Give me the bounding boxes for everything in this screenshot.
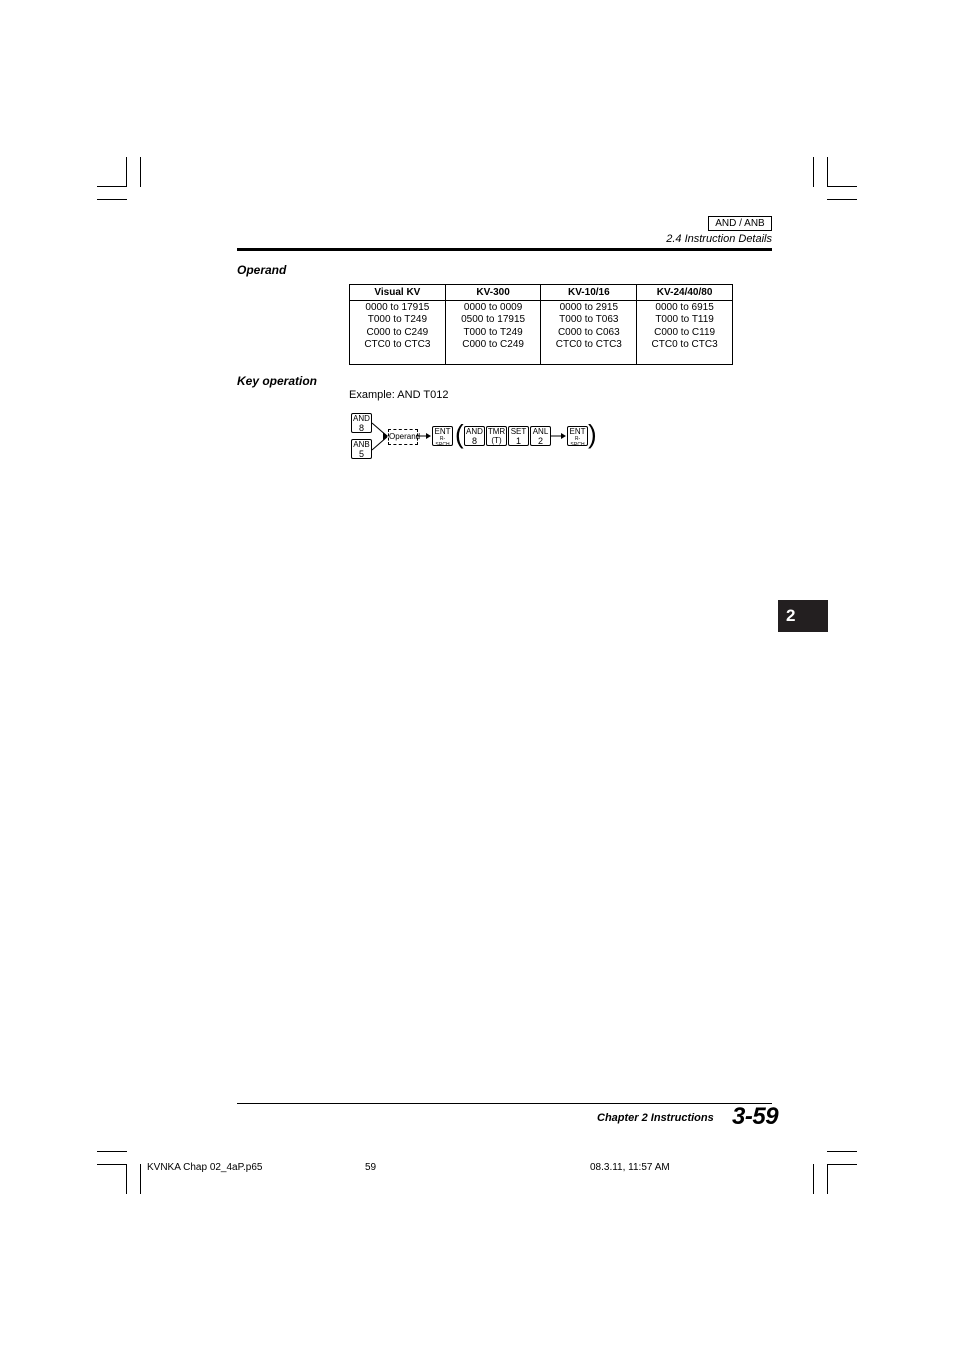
ent-key xyxy=(432,426,453,446)
key-label: AND xyxy=(353,414,370,423)
table-cell xyxy=(541,301,637,365)
key-label: TMR xyxy=(487,427,506,436)
key-number: 5 xyxy=(358,449,364,459)
header-rule xyxy=(237,248,772,251)
slug-timestamp: 08.3.11, 11:57 AM xyxy=(590,1162,670,1173)
cell-line: T000 to T119 xyxy=(655,314,714,326)
and-key xyxy=(351,413,372,433)
key-number: 8 xyxy=(471,436,477,446)
cell-line: 0000 to 6915 xyxy=(655,302,714,313)
cell-line: 0000 to 0009 xyxy=(463,302,523,313)
set-key xyxy=(508,426,529,446)
column-header: KV-24/40/80 xyxy=(637,285,733,301)
key-label: ENT xyxy=(569,427,586,436)
slug-page: 59 xyxy=(365,1162,377,1173)
anl-key xyxy=(530,426,551,446)
chapter-tab: 2 xyxy=(778,600,828,632)
cell-line: C000 to C249 xyxy=(462,339,524,351)
tmr-key xyxy=(486,426,507,446)
cell-line: C000 to C119 xyxy=(654,326,716,338)
key-label: ANL xyxy=(532,427,549,436)
key-sublabel: R-SRCH xyxy=(435,436,450,448)
cell-line: 0500 to 17915 xyxy=(461,314,526,326)
ent-key xyxy=(567,426,588,446)
key-operation-heading: Key operation xyxy=(237,374,318,388)
section-title: 2.4 Instruction Details xyxy=(666,233,772,245)
table-header-row xyxy=(350,285,733,301)
table-cell xyxy=(350,301,446,365)
key-label: AND xyxy=(466,427,483,436)
cell-line: C000 to C063 xyxy=(557,326,620,338)
arrow-right-icon xyxy=(416,432,432,440)
cell-line: CTC0 to CTC3 xyxy=(651,339,718,351)
column-header: KV-10/16 xyxy=(541,285,637,301)
instruction-name-box: AND / ANB xyxy=(708,216,772,231)
cell-line: CTC0 to CTC3 xyxy=(555,339,622,351)
key-number: 8 xyxy=(358,423,364,433)
cell-line: C000 to C249 xyxy=(366,326,429,338)
key-sublabel: R-SRCH xyxy=(570,436,585,448)
operand-table xyxy=(349,284,733,365)
column-header: KV-300 xyxy=(445,285,541,301)
operand-placeholder: Operand xyxy=(388,429,418,445)
example-text: Example: AND T012 xyxy=(349,389,449,401)
operand-heading: Operand xyxy=(237,263,287,277)
cell-line: T000 to T063 xyxy=(559,314,619,326)
table-row xyxy=(350,301,733,365)
cell-line: 0000 to 17915 xyxy=(365,302,430,313)
and-key-8 xyxy=(464,426,485,446)
cell-line: 0000 to 2915 xyxy=(559,302,619,313)
table-cell xyxy=(445,301,541,365)
page-number: 3-59 xyxy=(732,1103,779,1130)
column-header: Visual KV xyxy=(350,285,446,301)
close-paren-icon: ) xyxy=(588,419,597,449)
table-cell xyxy=(637,301,733,365)
anb-key xyxy=(351,439,372,459)
arrow-right-icon xyxy=(551,432,567,440)
open-paren-icon: ( xyxy=(455,419,464,449)
footer-rule xyxy=(237,1103,772,1104)
key-label: SET xyxy=(510,427,527,436)
key-number: 1 xyxy=(515,436,521,446)
cell-line: CTC0 to CTC3 xyxy=(364,339,431,351)
key-number: (T) xyxy=(491,436,502,445)
cell-line: T000 to T249 xyxy=(367,314,428,326)
key-label: ENT xyxy=(434,427,451,436)
cell-line: T000 to T249 xyxy=(463,326,523,338)
key-label: ANB xyxy=(353,440,370,449)
footer-chapter-label: Chapter 2 Instructions xyxy=(597,1112,714,1124)
key-number: 2 xyxy=(537,436,543,446)
slug-filename: KVNKA Chap 02_4aP.p65 xyxy=(147,1162,263,1173)
